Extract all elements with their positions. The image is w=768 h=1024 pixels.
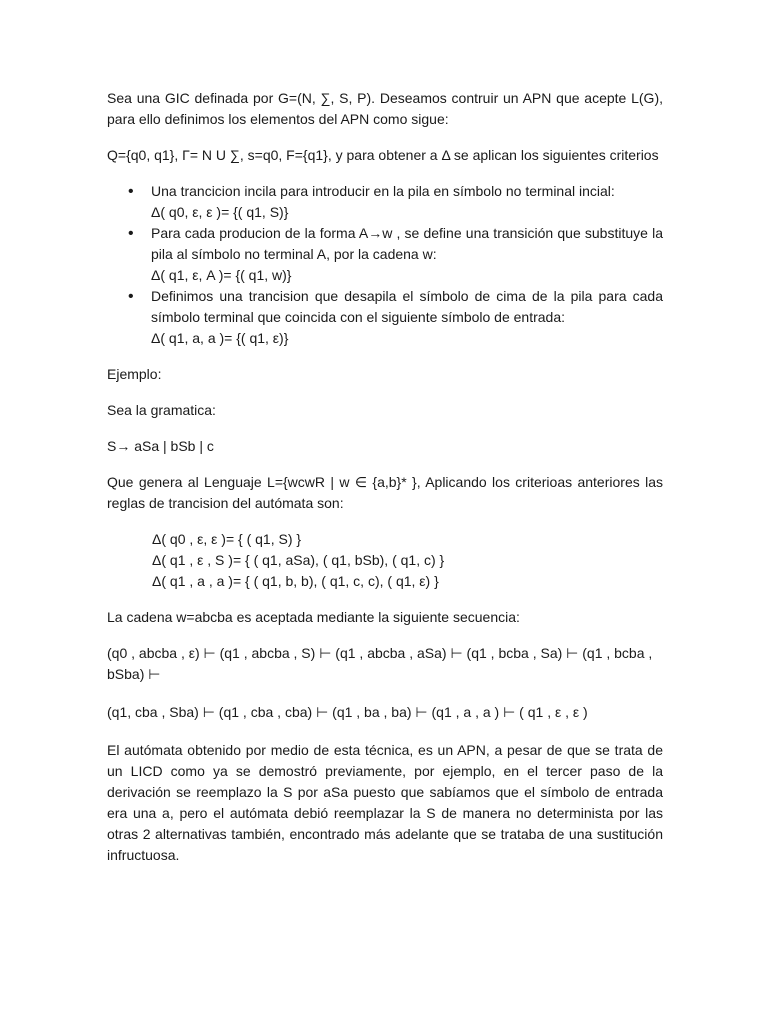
document-page [107, 88, 663, 881]
criteria-list [107, 181, 663, 349]
grammar-label: Sea la gramatica: [107, 402, 216, 418]
transition-rule: Δ( q1 , a , a )= { ( q1, b, b), ( q1, c, c), ( q1, ε) } [152, 573, 439, 589]
criterion-item [107, 223, 663, 286]
transition-rules [107, 529, 663, 592]
derivation-sequence-line-1: (q0 , abcba , ε) ⊢ (q1 , abcba , S) ⊢ (q1 , abcba , aSa) ⊢ (q1 , bcba , Sa) ⊢ (q1 , bcba , bSba) ⊢ [107, 645, 653, 682]
criterion-text: Una trancicion incila para introducir en la pila en símbolo no terminal incial: [151, 183, 615, 199]
example-label: Ejemplo: [107, 366, 162, 382]
definitions-paragraph: Q={q0, q1}, Γ= N U ∑, s=q0, F={q1}, y para obtener a Δ se aplican los siguientes criterios [107, 147, 659, 163]
criterion-item [107, 181, 663, 223]
conclusion-paragraph: El autómata obtenido por medio de esta técnica, es un APN, a pesar de que se trata de un LICD como ya se demostró previamente, por ejemplo, en el tercer paso de la derivación se reemplazo la S por aSa puesto que sabíamos que el símbolo de entrada era una a, pero el autómata debió reemplazar la S de manera no determinista por las otras 2 alternativas también, encontrado más adelante que se trataba de una sustitución infructuosa. [107, 742, 663, 863]
criterion-formula: Δ( q0, ε, ε )= {( q1, S)} [151, 204, 289, 220]
criterion-text: Definimos una trancision que desapila el símbolo de cima de la pila para cada símbolo terminal que coincida con el siguiente símbolo de entrada: [151, 288, 663, 325]
criterion-text: Para cada producion de la forma A→w , se define una transición que substituye la pila al símbolo no terminal A, por la cadena w: [151, 225, 663, 262]
transition-rule: Δ( q1 , ε , S )= { ( q1, aSa), ( q1, bSb), ( q1, c) } [152, 552, 445, 568]
intro-paragraph: Sea una GIC definada por G=(N, ∑, S, P). Deseamos contruir un APN que acepte L(G), para ello definimos los elementos del APN como sigue: [107, 90, 663, 127]
criterion-formula: Δ( q1, a, a )= {( q1, ε)} [151, 330, 289, 346]
criterion-item [107, 286, 663, 349]
grammar-rule: S→ aSa | bSb | c [107, 438, 214, 454]
language-paragraph: Que genera al Lenguaje L={wcwR | w ∈ {a,b}* }, Aplicando los criterioas anteriores las reglas de trancision del autómata son: [107, 474, 663, 511]
accept-paragraph: La cadena w=abcba es aceptada mediante la siguiente secuencia: [107, 609, 520, 625]
transition-rule: Δ( q0 , ε, ε )= { ( q1, S) } [152, 531, 302, 547]
derivation-sequence-line-2: (q1, cba , Sba) ⊢ (q1 , cba , cba) ⊢ (q1 , ba , ba) ⊢ (q1 , a , a ) ⊢ ( q1 , ε , ε ) [107, 704, 588, 720]
criterion-formula: Δ( q1, ε, A )= {( q1, w)} [151, 267, 292, 283]
